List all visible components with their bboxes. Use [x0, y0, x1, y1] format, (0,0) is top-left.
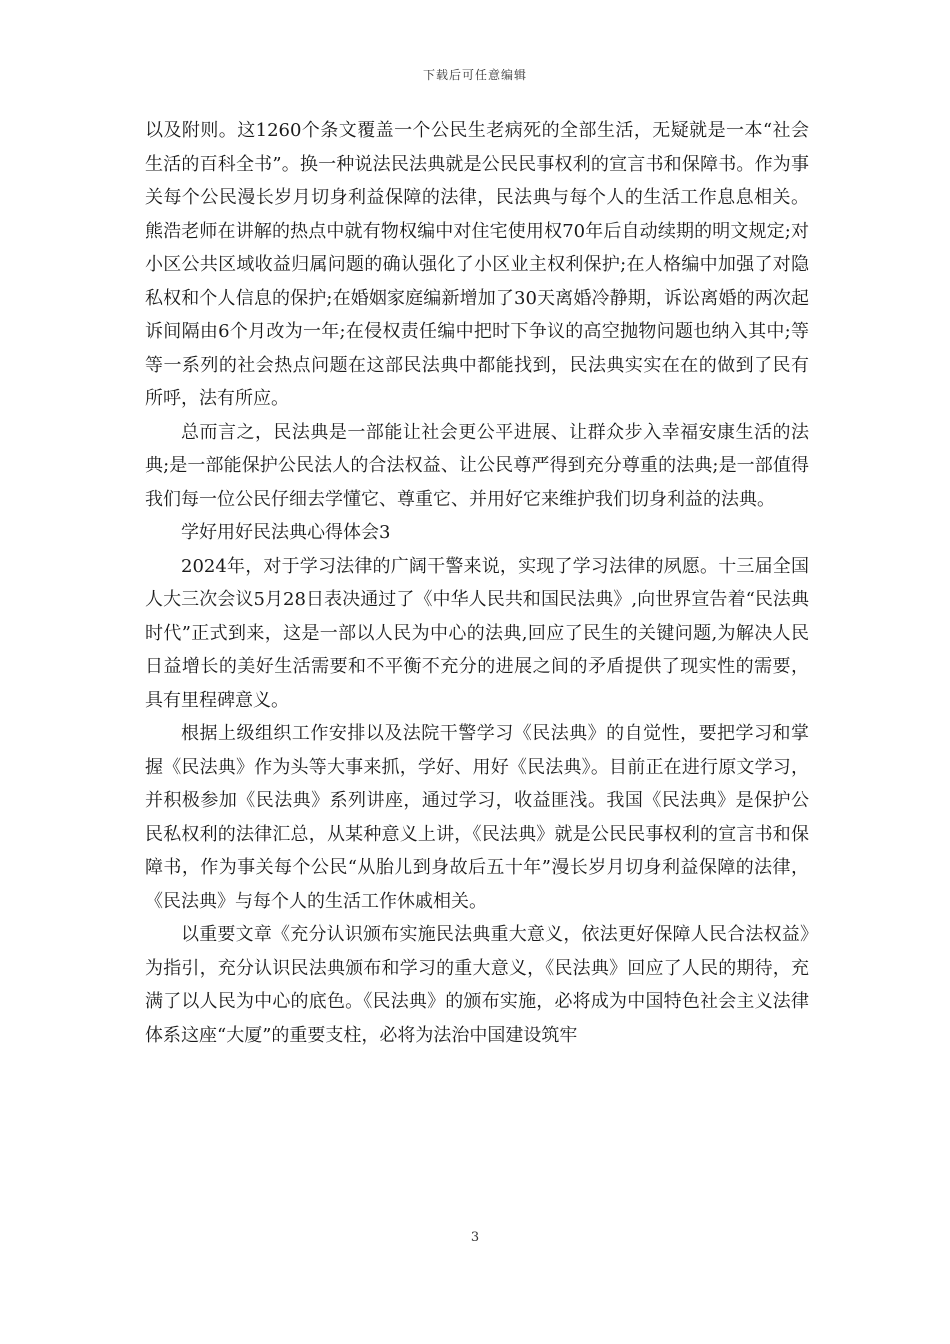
paragraph-significance: 以重要文章《充分认识颁布实施民法典重大意义，依法更好保障人民合法权益》为指引，充分认识民法典颁布和学习的重大意义，《民法典》回应了人民的期待，充满了以人民为中心的底色。《民法典》的颁布实施，必将成为中国特色社会主义法律体系这座“大厦”的重要支柱，必将为法治中国建设筑牢 — [145, 924, 809, 1046]
paragraph-continuation: 以及附则。这1260个条文覆盖一个公民生老病死的全部生活，无疑就是一本“社会生活的百科全书”。换一种说法民法典就是公民民事权利的宣言书和保障书。作为事关每个公民漫长岁月切身利益保障的法律，民法典与每个人的生活工作息息相关。熊浩老师在讲解的热点中就有物权编中对住宅使用权70年后自动续期的明文规定;对小区公共区域收益归属问题的确认强化了小区业主权利保护;在人格编中加强了对隐私权和个人信息的保护;在婚姻家庭编新增加了30天离婚冷静期，诉讼离婚的两次起诉间隔由6个月改为一年;在侵权责任编中把时下争议的高空抛物问题也纳入其中;等等一系列的社会热点问题在这部民法典中都能找到，民法典实实在在的做到了民有所呼，法有所应。 — [145, 120, 809, 409]
section-title: 学好用好民法典心得体会3 — [181, 522, 391, 543]
paragraph-intro: 2024年，对于学习法律的广阔干警来说，实现了学习法律的夙愿。十三届全国人大三次会议5月28日表决通过了《中华人民共和国民法典》,向世界宣告着“民法典时代”正式到来，这是一部以人民为中心的法典,回应了民生的关键问题,为解决人民日益增长的美好生活需要和不平衡不充分的进展之间的矛盾提供了现实性的需要，具有里程碑意义。 — [145, 555, 809, 711]
paragraph-conclusion: 总而言之，民法典是一部能让社会更公平进展、让群众步入幸福安康生活的法典;是一部能保护公民法人的合法权益、让公民尊严得到充分尊重的法典;是一部值得我们每一位公民仔细去学懂它、尊重它、并用好它来维护我们切身利益的法典。 — [145, 421, 809, 510]
page-number: 3 — [470, 1230, 480, 1245]
paragraph-study: 根据上级组织工作安排以及法院干警学习《民法典》的自觉性，要把学习和掌握《民法典》作为头等大事来抓，学好、用好《民法典》。目前正在进行原文学习，并积极参加《民法典》系列讲座，通过学习，收益匪浅。我国《民法典》是保护公民私权利的法律汇总，从某种意义上讲，《民法典》就是公民民事权利的宣言书和保障书，作为事关每个公民“从胎儿到身故后五十年”漫长岁月切身利益保障的法律，《民法典》与每个人的生活工作休戚相关。 — [145, 723, 809, 912]
page-header: 下载后可任意编辑 — [422, 68, 527, 82]
document-body — [145, 114, 809, 1052]
